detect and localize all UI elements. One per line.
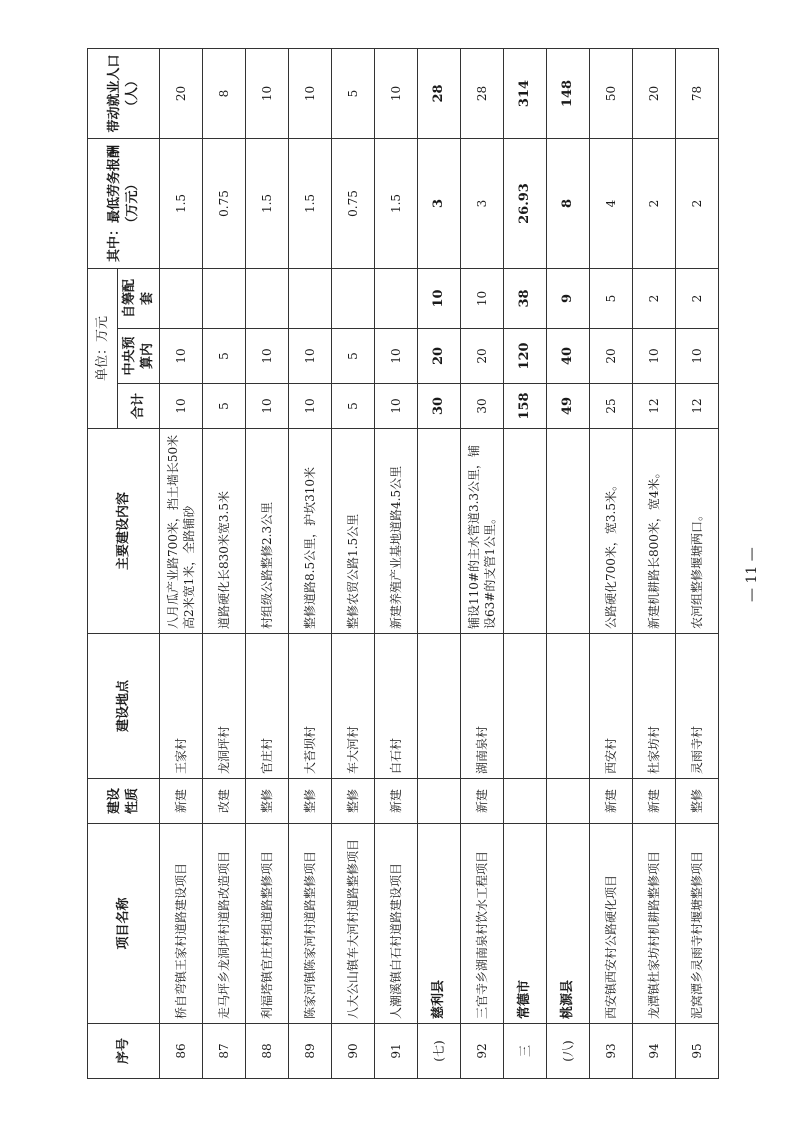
cell-min-labor: 2 <box>676 139 719 269</box>
cell-jobs: 5 <box>332 49 375 139</box>
cell-min-labor: 1.5 <box>375 139 418 269</box>
header-jobs: 带动就业人口（人） <box>88 49 160 139</box>
cell-total: 5 <box>332 384 375 429</box>
cell-central: 120 <box>504 329 547 384</box>
cell-jobs: 8 <box>203 49 246 139</box>
cell-total: 12 <box>676 384 719 429</box>
cell-total: 10 <box>246 384 289 429</box>
cell-content: 农河组整修堰塘两口。 <box>676 429 719 634</box>
cell-jobs: 78 <box>676 49 719 139</box>
cell-location: 灵雨寺村 <box>676 634 719 779</box>
cell-name: 走马坪乡龙洞坪村道路改造项目 <box>203 824 246 1024</box>
cell-name: 桃源县 <box>547 824 590 1024</box>
cell-content: 八月瓜产业路700米，挡土墙长50米高2米宽1米，全路铺砂 <box>160 429 203 634</box>
cell-seq: 88 <box>246 1024 289 1079</box>
cell-content: 铺设110#的主水管道3.3公里，铺设63#的支管1公里。 <box>461 429 504 634</box>
table-row <box>289 49 332 1079</box>
cell-nature: 新建 <box>590 779 633 824</box>
cell-name: 桥自弯镇王家村道路建设项目 <box>160 824 203 1024</box>
cell-seq: 三 <box>504 1024 547 1079</box>
cell-total: 10 <box>160 384 203 429</box>
cell-min-labor: 0.75 <box>203 139 246 269</box>
cell-jobs: 10 <box>246 49 289 139</box>
cell-jobs: 50 <box>590 49 633 139</box>
cell-central: 40 <box>547 329 590 384</box>
cell-total: 30 <box>418 384 461 429</box>
header-content: 主要建设内容 <box>88 429 160 634</box>
cell-name: 人潮溪镇白石村道路建设项目 <box>375 824 418 1024</box>
cell-central: 10 <box>676 329 719 384</box>
cell-seq: 92 <box>461 1024 504 1079</box>
cell-central: 5 <box>332 329 375 384</box>
cell-name: 八大公山镇车大河村道路整修项目 <box>332 824 375 1024</box>
cell-jobs: 148 <box>547 49 590 139</box>
cell-nature: 整修 <box>246 779 289 824</box>
table-row <box>375 49 418 1079</box>
cell-total: 12 <box>633 384 676 429</box>
cell-location <box>547 634 590 779</box>
cell-name: 泥窝潭乡灵雨寺村堰塘整修项目 <box>676 824 719 1024</box>
cell-content: 新建机耕路长800米，宽4米。 <box>633 429 676 634</box>
cell-name: 陈家河镇陈家河村道路整修项目 <box>289 824 332 1024</box>
cell-central: 5 <box>203 329 246 384</box>
cell-jobs: 10 <box>289 49 332 139</box>
cell-nature: 改建 <box>203 779 246 824</box>
cell-location: 白石村 <box>375 634 418 779</box>
cell-central: 10 <box>633 329 676 384</box>
header-min-labor: 其中：最低劳务报酬（万元） <box>88 139 160 269</box>
cell-central: 10 <box>246 329 289 384</box>
cell-content <box>504 429 547 634</box>
cell-central: 10 <box>375 329 418 384</box>
cell-nature: 新建 <box>633 779 676 824</box>
cell-self <box>160 269 203 329</box>
cell-nature: 整修 <box>289 779 332 824</box>
unit-label: 单位：万元 <box>88 269 118 429</box>
table-row <box>332 49 375 1079</box>
cell-name: 慈利县 <box>418 824 461 1024</box>
cell-seq: 89 <box>289 1024 332 1079</box>
cell-jobs: 10 <box>375 49 418 139</box>
cell-content: 公路硬化700米，宽3.5米。 <box>590 429 633 634</box>
cell-content: 整修道路8.5公里，护坎310米 <box>289 429 332 634</box>
table-row <box>160 49 203 1079</box>
project-table <box>87 48 719 1079</box>
cell-location: 杜家坊村 <box>633 634 676 779</box>
cell-seq: 90 <box>332 1024 375 1079</box>
cell-central: 10 <box>289 329 332 384</box>
header-name: 项目名称 <box>88 824 160 1024</box>
cell-content <box>547 429 590 634</box>
cell-location: 湖南泉村 <box>461 634 504 779</box>
cell-location <box>504 634 547 779</box>
page-number: — 11 — <box>744 547 760 602</box>
cell-total: 49 <box>547 384 590 429</box>
cell-location: 王家村 <box>160 634 203 779</box>
cell-min-labor: 2 <box>633 139 676 269</box>
cell-seq: 87 <box>203 1024 246 1079</box>
table-row <box>461 49 504 1079</box>
cell-self <box>289 269 332 329</box>
cell-nature <box>418 779 461 824</box>
summary-row <box>418 49 461 1079</box>
cell-total: 10 <box>289 384 332 429</box>
cell-name: 利福塔镇官庄村组道路整修项目 <box>246 824 289 1024</box>
table-row <box>246 49 289 1079</box>
cell-nature: 新建 <box>461 779 504 824</box>
cell-nature <box>547 779 590 824</box>
cell-min-labor: 0.75 <box>332 139 375 269</box>
cell-self: 9 <box>547 269 590 329</box>
cell-name: 常德市 <box>504 824 547 1024</box>
cell-seq: 93 <box>590 1024 633 1079</box>
cell-central: 20 <box>590 329 633 384</box>
cell-location: 西安村 <box>590 634 633 779</box>
cell-self <box>375 269 418 329</box>
cell-min-labor: 3 <box>418 139 461 269</box>
cell-location <box>418 634 461 779</box>
cell-min-labor: 3 <box>461 139 504 269</box>
cell-content <box>418 429 461 634</box>
cell-jobs: 314 <box>504 49 547 139</box>
cell-seq: (八) <box>547 1024 590 1079</box>
header-location: 建设地点 <box>88 634 160 779</box>
cell-self: 2 <box>633 269 676 329</box>
cell-nature <box>504 779 547 824</box>
cell-jobs: 20 <box>160 49 203 139</box>
cell-self <box>332 269 375 329</box>
cell-location: 车大河村 <box>332 634 375 779</box>
header-nature: 建设性质 <box>88 779 160 824</box>
header-total: 合计 <box>118 384 160 429</box>
cell-seq: 91 <box>375 1024 418 1079</box>
cell-min-labor: 4 <box>590 139 633 269</box>
cell-self: 10 <box>461 269 504 329</box>
cell-content: 村组级公路整修2.3公里 <box>246 429 289 634</box>
cell-total: 25 <box>590 384 633 429</box>
table-body <box>160 49 719 1079</box>
table-row <box>633 49 676 1079</box>
cell-min-labor: 26.93 <box>504 139 547 269</box>
cell-central: 20 <box>461 329 504 384</box>
cell-total: 158 <box>504 384 547 429</box>
cell-name: 龙潭镇杜家坊村机耕路整修项目 <box>633 824 676 1024</box>
header-central: 中央预算内 <box>118 329 160 384</box>
table-row <box>676 49 719 1079</box>
cell-content: 整修农贸公路1.5公里 <box>332 429 375 634</box>
summary-row <box>547 49 590 1079</box>
cell-name: 西安镇西安村公路硬化项目 <box>590 824 633 1024</box>
cell-min-labor: 1.5 <box>160 139 203 269</box>
cell-self: 10 <box>418 269 461 329</box>
cell-jobs: 28 <box>418 49 461 139</box>
cell-nature: 新建 <box>160 779 203 824</box>
cell-seq: 95 <box>676 1024 719 1079</box>
cell-central: 10 <box>160 329 203 384</box>
cell-jobs: 20 <box>633 49 676 139</box>
cell-name: 三官寺乡湖南泉村饮水工程项目 <box>461 824 504 1024</box>
cell-total: 10 <box>375 384 418 429</box>
cell-total: 5 <box>203 384 246 429</box>
summary-row <box>504 49 547 1079</box>
header-self: 自筹配套 <box>118 269 160 329</box>
cell-min-labor: 8 <box>547 139 590 269</box>
cell-self: 2 <box>676 269 719 329</box>
cell-nature: 整修 <box>332 779 375 824</box>
header-seq: 序号 <box>88 1024 160 1079</box>
cell-seq: 86 <box>160 1024 203 1079</box>
cell-location: 官庄村 <box>246 634 289 779</box>
cell-content: 道路硬化长830米宽3.5米 <box>203 429 246 634</box>
cell-central: 20 <box>418 329 461 384</box>
table-row <box>590 49 633 1079</box>
cell-nature: 整修 <box>676 779 719 824</box>
cell-total: 30 <box>461 384 504 429</box>
cell-self <box>203 269 246 329</box>
cell-min-labor: 1.5 <box>289 139 332 269</box>
cell-self <box>246 269 289 329</box>
table-row <box>203 49 246 1079</box>
cell-min-labor: 1.5 <box>246 139 289 269</box>
cell-seq: 94 <box>633 1024 676 1079</box>
cell-location: 大苔坝村 <box>289 634 332 779</box>
cell-self: 5 <box>590 269 633 329</box>
cell-content: 新建养殖产业基地道路4.5公里 <box>375 429 418 634</box>
cell-location: 龙洞坪村 <box>203 634 246 779</box>
cell-seq: (七) <box>418 1024 461 1079</box>
cell-self: 38 <box>504 269 547 329</box>
cell-jobs: 28 <box>461 49 504 139</box>
cell-nature: 新建 <box>375 779 418 824</box>
